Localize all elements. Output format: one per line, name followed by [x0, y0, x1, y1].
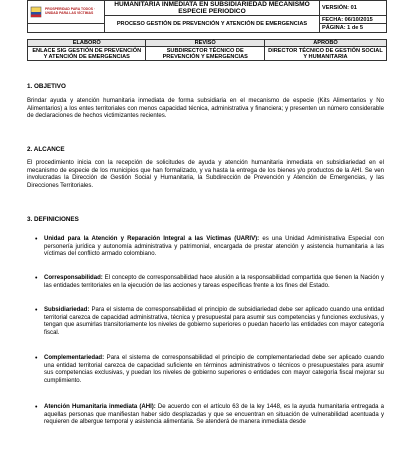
aprobo-value: DIRECTOR TÉCNICO DE GESTIÓN SOCIAL Y HUMANITARIA [264, 47, 386, 61]
definition-item [35, 355, 384, 385]
definition-term: Atención Humanitaria inmediata (AHI): [44, 404, 156, 410]
section-objetivo-title: 1. OBJETIVO [27, 83, 66, 90]
document-header-table [27, 0, 387, 33]
definition-item [35, 404, 384, 427]
logo [30, 6, 102, 18]
coat-of-arms-icon [30, 6, 42, 18]
bullet-icon: • [35, 307, 38, 314]
definition-text: El concepto de corresponsabilidad hace alusión a la responsabilidad compartida que tienen la Nación y las entidades territoriales en la ejecución de las acciones y tareas específicas frente a los fines del Estado. [44, 275, 384, 289]
elaboro-heading: ELABORÓ [28, 40, 146, 47]
document-title: HUMANITARIA INMEDIATA EN SUBSIDIARIEDAD MECANISMO ESPECIE PERIODICO [105, 1, 320, 16]
bullet-icon: • [35, 355, 38, 362]
definition-term: Unidad para la Atención y Reparación Integral a las Víctimas (UARIV): [44, 236, 260, 242]
definition-text: Para el sistema de corresponsabilidad el principio de complementariedad debe ser aplicado cuando una entidad territorial carezca de capacidad suficiente en términos administrativos o técnicos o presupuestales para asumir sus competencias exclusivas, y puedan los niveles de gobierno superiores o entidades con mayor categoría fiscal mejorar su cumplimiento. [44, 355, 384, 384]
logo-text: PROSPERIDAD PARA TODOS · UNIDAD PARA LAS VÍCTIMAS [45, 7, 96, 15]
process-name: PROCESO GESTIÓN DE PREVENCIÓN Y ATENCIÓN DE EMERGENCIAS [105, 16, 320, 33]
logo-cell [28, 1, 105, 24]
reviso-heading: REVISÓ [146, 40, 264, 47]
elaboro-value: ENLACE SIG GESTIÓN DE PREVENCIÓN Y ATENCIÓN DE EMERGENCIAS [28, 47, 146, 61]
section-definiciones-title: 3. DEFINICIONES [27, 216, 79, 223]
definition-term: Corresponsabilidad: [44, 275, 103, 281]
definition-text: De acuerdo con el artículo 63 de la ley 1448, es la ayuda humanitaria entregada a aquellas personas que manifiestan haber sido desplazadas y que se encuentran en situación de vulnerabilidad acentuada y requieren de albergue temporal y asistencia alimentaria. Se atenderá de manera inmediata desde [44, 404, 384, 425]
reviso-value: SUBDIRECTOR TÉCNICO DE PREVENCIÓN Y EMERGENCIAS [146, 47, 264, 61]
date-label: FECHA: 06/10/2015 [320, 16, 387, 24]
definition-item [35, 275, 384, 290]
bullet-icon: • [35, 275, 38, 282]
section-alcance-text: El procedimiento inicia con la recepción de solicitudes de ayuda y atención humanitaria inmediata en subsidiariedad en el mecanismo de especie de los municipios que han formalizado, y va hasta la entrega de los bienes y/o productos de la AHI. Se ven involucradas la Dirección de Gestión Social y Humanitaria, la Subdirección de Prevención y Atención de Emergencias, y las Direcciones Territoriales. [27, 160, 384, 189]
page-label: PÁGINA: 1 de 5 [320, 24, 387, 33]
bullet-icon: • [35, 404, 38, 411]
version-label: VERSIÓN: 01 [320, 1, 387, 16]
section-objetivo-text: Brindar ayuda y atención humanitaria inmediata de forma subsidiaria en el mecanismo de especie (Kits Alimentarios y No Alimentarios) a los entes territoriales con menos capacidad técnica, administrativa y financiera; y presenten un número considerable de declaraciones de hechos victimizantes recientes. [27, 98, 384, 119]
logo-spacer [28, 24, 105, 33]
definition-text: Para el sistema de corresponsabilidad el principio de subsidiariedad debe ser aplicado cuando una entidad territorial carezca de capacidad administrativa, técnica y presupuestal para asumir sus competencias y funciones exclusivas, y tengan que asumirlas transitoriamente los niveles de gobierno superiores o puedan hacerlo las entidades con mayor categoría fiscal. [44, 307, 384, 336]
definition-item [35, 307, 384, 337]
definition-text: es una Unidad Administrativa Especial con personería jurídica y autonomía administrativa y patrimonial, encargada de prestar atención y asistencia humanitaria a las víctimas del conflicto armado colombiano. [44, 236, 384, 257]
aprobo-heading: APROBÓ [264, 40, 386, 47]
definition-term: Subsidiariedad: [44, 307, 90, 313]
definition-item [35, 236, 384, 259]
approval-table [27, 39, 387, 61]
definition-term: Complementariedad: [44, 355, 105, 361]
section-alcance-title: 2. ALCANCE [27, 146, 65, 153]
bullet-icon: • [35, 236, 38, 243]
